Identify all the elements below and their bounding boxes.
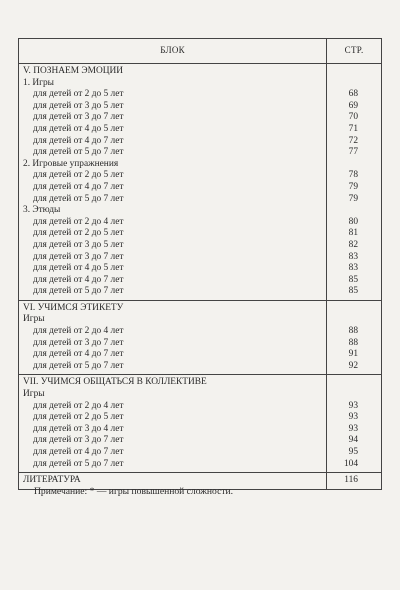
entry-label: для детей от 5 до 7 лет: [19, 286, 327, 300]
group-title-row: [19, 159, 382, 171]
page-number: 92: [327, 361, 382, 375]
page-number: 83: [327, 263, 382, 275]
entry-row: [19, 447, 382, 459]
entry-label: для детей от 5 до 7 лет: [19, 147, 327, 159]
contents-table: [18, 38, 382, 490]
page-number: [327, 78, 382, 90]
table-header-row: [19, 39, 382, 64]
entry-row: [19, 170, 382, 182]
page-number: [327, 314, 382, 326]
group-title-row: [19, 314, 382, 326]
page-number: 82: [327, 240, 382, 252]
entry-label: для детей от 3 до 4 лет: [19, 424, 327, 436]
entry-row: [19, 89, 382, 101]
entry-row: [19, 252, 382, 264]
entry-row: [19, 401, 382, 413]
heading-label: Игры: [19, 314, 327, 326]
entry-label: для детей от 2 до 5 лет: [19, 228, 327, 240]
entry-row: [19, 424, 382, 436]
entry-row: [19, 136, 382, 148]
page-number: [327, 64, 382, 78]
page-number: 81: [327, 228, 382, 240]
entry-label: для детей от 3 до 7 лет: [19, 252, 327, 264]
entry-row: [19, 459, 382, 473]
entry-label: для детей от 3 до 5 лет: [19, 240, 327, 252]
heading-label: 1. Игры: [19, 78, 327, 90]
page-number: 94: [327, 435, 382, 447]
entry-label: для детей от 5 до 7 лет: [19, 361, 327, 375]
page-number: 104: [327, 459, 382, 473]
entry-row: [19, 286, 382, 300]
entry-label: для детей от 4 до 7 лет: [19, 349, 327, 361]
page-number: 93: [327, 401, 382, 413]
section-title-row: [19, 300, 382, 314]
page-number: 78: [327, 170, 382, 182]
entry-label: для детей от 3 до 7 лет: [19, 112, 327, 124]
entry-label: для детей от 4 до 7 лет: [19, 275, 327, 287]
page-number: 95: [327, 447, 382, 459]
heading-label: ЛИТЕРАТУРА: [19, 473, 327, 490]
page-number: 80: [327, 217, 382, 229]
entry-row: [19, 101, 382, 113]
entry-label: для детей от 3 до 7 лет: [19, 435, 327, 447]
entry-row: [19, 112, 382, 124]
page-number: 83: [327, 252, 382, 264]
heading-label: 3. Этюды: [19, 205, 327, 217]
entry-label: для детей от 4 до 7 лет: [19, 447, 327, 459]
group-title-row: [19, 389, 382, 401]
entry-label: для детей от 5 до 7 лет: [19, 194, 327, 206]
group-title-row: [19, 78, 382, 90]
group-title-row: [19, 205, 382, 217]
page-number: [327, 300, 382, 314]
page-number: 85: [327, 275, 382, 287]
entry-row: [19, 228, 382, 240]
page-number: [327, 205, 382, 217]
entry-label: для детей от 5 до 7 лет: [19, 459, 327, 473]
contents-body: [19, 64, 382, 490]
entry-label: для детей от 2 до 4 лет: [19, 401, 327, 413]
entry-row: [19, 412, 382, 424]
page-number: 77: [327, 147, 382, 159]
heading-label: 2. Игровые упражнения: [19, 159, 327, 171]
entry-row: [19, 435, 382, 447]
entry-row: [19, 361, 382, 375]
heading-label: VI. УЧИМСЯ ЭТИКЕТУ: [19, 300, 327, 314]
entry-label: для детей от 2 до 5 лет: [19, 89, 327, 101]
entry-row: [19, 217, 382, 229]
page-number: 72: [327, 136, 382, 148]
header-page: СТР.: [327, 39, 382, 64]
page-number: 91: [327, 349, 382, 361]
entry-row: [19, 263, 382, 275]
page-number: 88: [327, 326, 382, 338]
page-number: 93: [327, 412, 382, 424]
page-number: 69: [327, 101, 382, 113]
entry-label: для детей от 3 до 7 лет: [19, 338, 327, 350]
entry-row: [19, 147, 382, 159]
heading-label: V. ПОЗНАЕМ ЭМОЦИИ: [19, 64, 327, 78]
section-title-row: [19, 375, 382, 389]
entry-row: [19, 182, 382, 194]
footnote: Примечание: * — игры повышенной сложности.: [34, 486, 234, 497]
entry-label: для детей от 4 до 5 лет: [19, 124, 327, 136]
page-number: [327, 375, 382, 389]
page-number: [327, 159, 382, 171]
entry-row: [19, 349, 382, 361]
entry-label: для детей от 2 до 4 лет: [19, 326, 327, 338]
page-number: 93: [327, 424, 382, 436]
entry-label: для детей от 3 до 5 лет: [19, 101, 327, 113]
header-block: БЛОК: [19, 39, 327, 64]
entry-label: для детей от 4 до 7 лет: [19, 182, 327, 194]
page-number: 71: [327, 124, 382, 136]
entry-row: [19, 124, 382, 136]
entry-row: [19, 194, 382, 206]
entry-label: для детей от 2 до 5 лет: [19, 412, 327, 424]
page-number: 85: [327, 286, 382, 300]
entry-label: для детей от 2 до 4 лет: [19, 217, 327, 229]
entry-row: [19, 275, 382, 287]
entry-label: для детей от 4 до 7 лет: [19, 136, 327, 148]
page-number: 68: [327, 89, 382, 101]
page-number: 88: [327, 338, 382, 350]
entry-label: для детей от 4 до 5 лет: [19, 263, 327, 275]
section-title-row: [19, 64, 382, 78]
heading-label: Игры: [19, 389, 327, 401]
page-number: 79: [327, 182, 382, 194]
entry-label: для детей от 2 до 5 лет: [19, 170, 327, 182]
entry-row: [19, 240, 382, 252]
page-number: 70: [327, 112, 382, 124]
page-number: 116: [327, 473, 382, 490]
entry-row: [19, 326, 382, 338]
entry-row: [19, 338, 382, 350]
heading-label: VII. УЧИМСЯ ОБЩАТЬСЯ В КОЛЛЕКТИВЕ: [19, 375, 327, 389]
page-number: 79: [327, 194, 382, 206]
page-number: [327, 389, 382, 401]
